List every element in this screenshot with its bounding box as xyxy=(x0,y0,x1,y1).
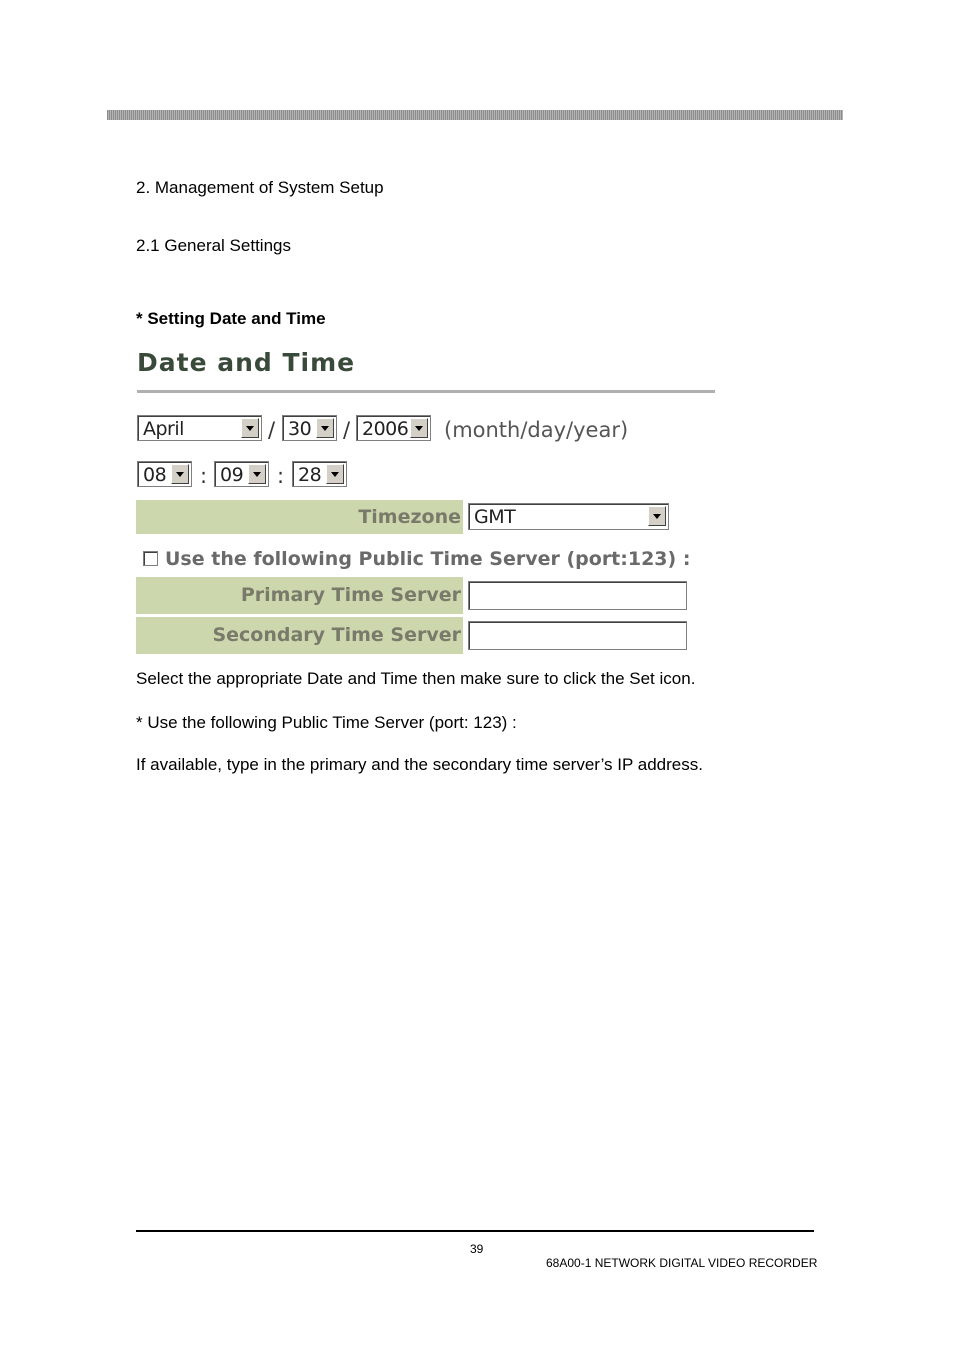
public-time-server-checkbox[interactable] xyxy=(143,551,158,566)
time-separator: : xyxy=(277,464,285,488)
timezone-value: GMT xyxy=(474,506,516,528)
footer-divider xyxy=(136,1230,814,1232)
minute-select[interactable] xyxy=(214,461,269,487)
hour-select[interactable] xyxy=(137,461,192,487)
day-select[interactable] xyxy=(282,415,337,441)
instruction-paragraph: Select the appropriate Date and Time then make sure to click the Set icon. xyxy=(136,669,696,688)
primary-server-input[interactable] xyxy=(468,581,687,610)
minute-value: 09 xyxy=(220,464,244,486)
time-server-note: * Use the following Public Time Server (port: 123) : xyxy=(136,713,517,732)
time-separator: : xyxy=(200,464,208,488)
date-format-hint: (month/day/year) xyxy=(444,418,629,442)
timezone-label-cell xyxy=(136,500,463,534)
year-select[interactable] xyxy=(356,415,431,441)
chapter-heading: 2. Management of System Setup xyxy=(136,178,384,197)
panel-divider xyxy=(137,390,715,393)
chevron-down-icon[interactable] xyxy=(410,418,428,438)
section-heading: 2.1 General Settings xyxy=(136,236,291,255)
secondary-server-input[interactable] xyxy=(468,621,687,650)
chevron-down-icon[interactable] xyxy=(326,464,344,484)
public-time-server-label: Use the following Public Time Server (port:123) : xyxy=(165,548,691,570)
year-value: 2006 xyxy=(362,418,409,440)
timezone-label: Timezone xyxy=(358,506,461,528)
second-value: 28 xyxy=(298,464,322,486)
date-separator: / xyxy=(343,418,351,442)
chevron-down-icon[interactable] xyxy=(248,464,266,484)
primary-server-label: Primary Time Server xyxy=(240,584,461,606)
month-select[interactable] xyxy=(137,415,262,441)
hour-value: 08 xyxy=(143,464,167,486)
secondary-server-label-cell xyxy=(136,617,463,654)
date-separator: / xyxy=(268,418,276,442)
secondary-server-label: Secondary Time Server xyxy=(212,624,461,646)
month-value: April xyxy=(143,418,184,440)
day-value: 30 xyxy=(288,418,312,440)
subsection-heading: * Setting Date and Time xyxy=(136,309,326,328)
chevron-down-icon[interactable] xyxy=(648,506,666,526)
primary-server-label-cell xyxy=(136,577,463,614)
second-select[interactable] xyxy=(292,461,347,487)
chevron-down-icon[interactable] xyxy=(241,418,259,438)
header-bar xyxy=(107,110,843,120)
footer-product-name: 68A00-1 NETWORK DIGITAL VIDEO RECORDER xyxy=(546,1256,818,1270)
time-server-instruction: If available, type in the primary and the secondary time server’s IP address. xyxy=(136,755,703,774)
chevron-down-icon[interactable] xyxy=(316,418,334,438)
panel-title: Date and Time xyxy=(137,348,356,377)
timezone-select[interactable] xyxy=(468,503,669,530)
chevron-down-icon[interactable] xyxy=(171,464,189,484)
page-number: 39 xyxy=(470,1242,484,1256)
